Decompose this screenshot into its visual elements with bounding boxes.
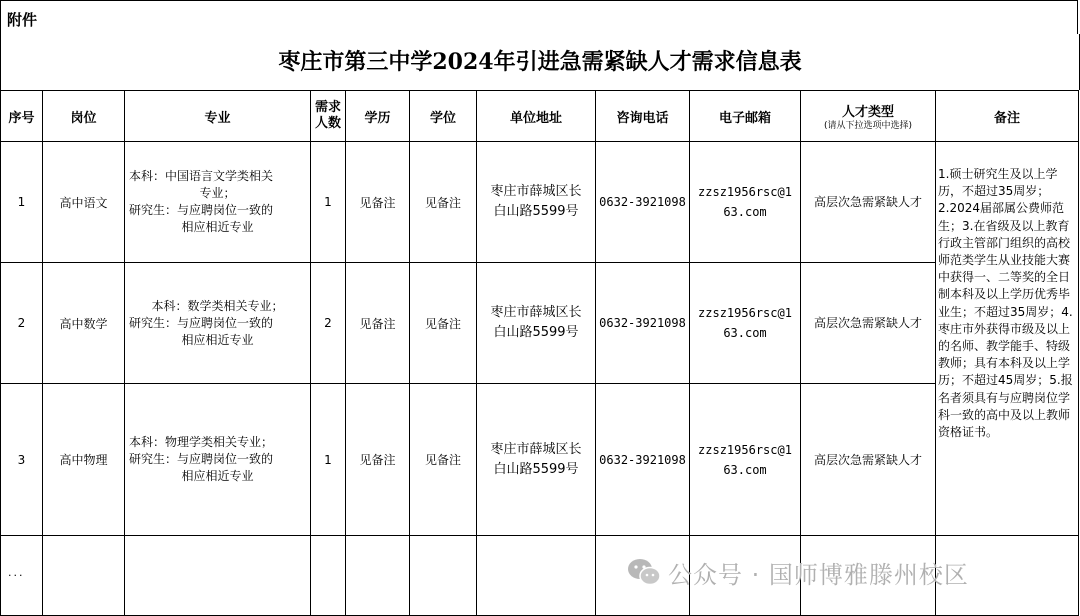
header-remarks: 备注: [936, 91, 1079, 142]
cell-count: 2: [311, 263, 346, 384]
major-line: 本科：物理学类相关专业；: [129, 435, 274, 449]
cell-email: zzsz1956rsc@163.com: [690, 142, 801, 263]
empty-cell: [43, 536, 125, 616]
header-address: 单位地址: [477, 91, 596, 142]
cell-degree: 见备注: [410, 142, 477, 263]
cell-phone: 0632-3921098: [596, 263, 690, 384]
cell-talent-type: 高层次急需紧缺人才: [801, 142, 936, 263]
cell-post: 高中语文: [43, 142, 125, 263]
header-post: 岗位: [43, 91, 125, 142]
header-email: 电子邮箱: [690, 91, 801, 142]
empty-cell: [311, 536, 346, 616]
empty-cell: [410, 536, 477, 616]
cell-remarks: 1.硕士研究生及以上学历，不超过35周岁；2.2024届部属公费师范生；3.在省级及以上教育行政主管部门组织的高校师范类学生从业技能大赛中获得一、二等奖的全日制本科及以上学历优秀毕业生；不超过35周岁；4.枣庄市外获得市级及以上的名师、教学能手、特级教师；具有本科及以上学历；不超过45周岁；5.报名者须具有与应聘岗位学科一致的高中及以上教师资格证书。: [936, 142, 1079, 536]
header-education: 学历: [346, 91, 410, 142]
header-talent-type-hint: (请从下拉选项中选择): [823, 120, 913, 131]
page-title: 枣庄市第三中学2024年引进急需紧缺人才需求信息表: [0, 34, 1080, 90]
cell-address: 枣庄市薛城区长白山路5599号: [477, 263, 596, 384]
major-line: 专业；: [199, 186, 236, 200]
major-line: 相应相近专业: [181, 469, 254, 483]
cell-education: 见备注: [346, 142, 410, 263]
watermark: [626, 555, 969, 589]
cell-no: 1: [1, 142, 43, 263]
header-degree: 学位: [410, 91, 477, 142]
cell-count: 1: [311, 384, 346, 536]
header-talent-type: [801, 91, 936, 142]
cell-education: 见备注: [346, 263, 410, 384]
cell-no: 2: [1, 263, 43, 384]
table-header-row: [1, 91, 1079, 142]
header-no: 序号: [1, 91, 43, 142]
cell-no: 3: [1, 384, 43, 536]
cell-address: 枣庄市薛城区长白山路5599号: [477, 142, 596, 263]
major-line: 相应相近专业: [181, 220, 254, 234]
cell-post: 高中数学: [43, 263, 125, 384]
major-line: 研究生：与应聘岗位一致的: [129, 203, 274, 217]
cell-email: zzsz1956rsc@163.com: [690, 263, 801, 384]
wechat-icon: [626, 557, 662, 587]
cell-count: 1: [311, 142, 346, 263]
cell-degree: 见备注: [410, 263, 477, 384]
table-row: [1, 384, 1079, 536]
trailing-dots: ...: [8, 566, 25, 579]
header-phone: 咨询电话: [596, 91, 690, 142]
cell-education: 见备注: [346, 384, 410, 536]
cell-talent-type: 高层次急需紧缺人才: [801, 263, 936, 384]
cell-address: 枣庄市薛城区长白山路5599号: [477, 384, 596, 536]
cell-degree: 见备注: [410, 384, 477, 536]
cell-major: [125, 263, 311, 384]
empty-cell: [125, 536, 311, 616]
major-line: 研究生：与应聘岗位一致的: [129, 315, 274, 330]
cell-post: 高中物理: [43, 384, 125, 536]
empty-cell: [346, 536, 410, 616]
major-line: 本科：中国语言文学类相关: [129, 169, 274, 183]
requirements-table: [0, 90, 1079, 616]
cell-phone: 0632-3921098: [596, 142, 690, 263]
empty-cell: [477, 536, 596, 616]
cell-major: [125, 384, 311, 536]
table-row: [1, 142, 1079, 263]
major-line: 研究生：与应聘岗位一致的: [129, 452, 274, 466]
major-line: 本科：数学类相关专业；: [151, 298, 284, 313]
cell-talent-type: 高层次急需紧缺人才: [801, 384, 936, 536]
major-line: 相应相近专业: [181, 332, 254, 347]
table-row: [1, 263, 1079, 384]
header-talent-type-label: 人才类型: [841, 104, 894, 120]
attachment-label: 附件: [0, 0, 1078, 34]
header-major: 专业: [125, 91, 311, 142]
cell-email: zzsz1956rsc@163.com: [690, 384, 801, 536]
cell-phone: 0632-3921098: [596, 384, 690, 536]
header-count: 需求人数: [311, 91, 346, 142]
watermark-text: 公众号 · 国师博雅滕州校区: [668, 560, 969, 589]
cell-major: [125, 142, 311, 263]
